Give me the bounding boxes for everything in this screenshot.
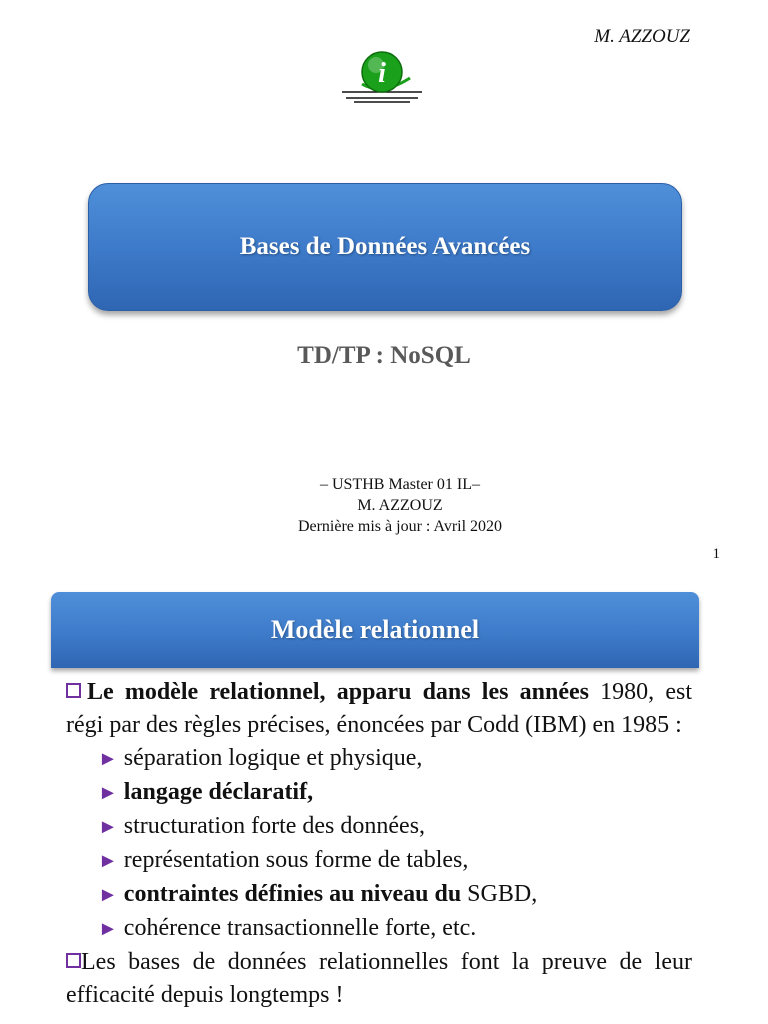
list-item: ► cohérence transactionnelle forte, etc. (98, 915, 477, 941)
section-title: Modèle relationnel (270, 615, 480, 644)
section-header (51, 592, 699, 668)
arrow-bullet-icon: ► (98, 748, 118, 770)
rules-list (66, 742, 692, 946)
title-banner (88, 183, 682, 311)
arrow-bullet-icon: ► (98, 884, 118, 906)
info-logo-icon (340, 44, 424, 106)
credits-update-date: Dernière mis à jour : Avril 2020 (297, 518, 503, 535)
list-item: ► structuration forte des données, (98, 813, 426, 839)
intro-bold-text: Le modèle relationnel, apparu dans les années (87, 679, 589, 705)
list-item: ► contraintes définies au niveau du SGBD, (98, 881, 538, 907)
arrow-bullet-icon: ► (98, 782, 118, 804)
arrow-bullet-icon: ► (98, 850, 118, 872)
credits-block (0, 474, 768, 537)
list-item: ► séparation logique et physique, (98, 745, 423, 771)
arrow-bullet-icon: ► (98, 816, 118, 838)
conclusion-text: Les bases de données relationnelles font la preuve de leur efficacité depuis longtemps ! (66, 949, 692, 1008)
checkbox-bullet-icon (66, 683, 81, 698)
intro-text: 1980, est régi par des règles précises, énoncées par Codd (IBM) en 1985 : (66, 679, 692, 738)
slide-content (66, 676, 692, 1012)
paragraph-intro (66, 676, 692, 742)
document-title: Bases de Données Avancées (239, 233, 531, 260)
credits-institution: – USTHB Master 01 IL– (320, 476, 480, 493)
checkbox-bullet-icon (66, 953, 81, 968)
page-number: 1 (712, 546, 720, 562)
svg-text:i: i (378, 58, 386, 89)
list-item: ► représentation sous forme de tables, (98, 847, 469, 873)
author-name: M. AZZOUZ (594, 26, 690, 47)
paragraph-conclusion (66, 946, 692, 1012)
arrow-bullet-icon: ► (98, 918, 118, 940)
credits-author: M. AZZOUZ (357, 497, 443, 514)
list-item: ► langage déclaratif, (98, 779, 314, 805)
document-subtitle: TD/TP : NoSQL (297, 342, 471, 369)
